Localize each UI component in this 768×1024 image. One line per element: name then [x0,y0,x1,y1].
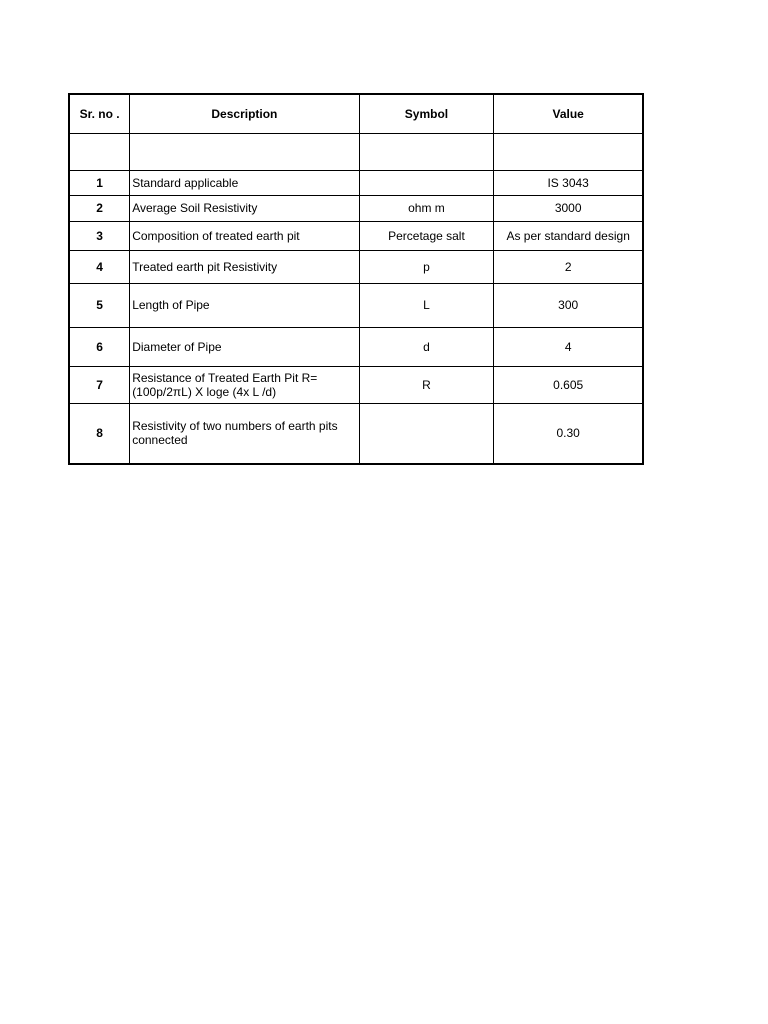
data-table [68,93,644,465]
empty-cell [69,133,130,170]
empty-cell [130,133,359,170]
row-description: Composition of treated earth pit [130,221,359,250]
row-symbol: R [359,366,494,403]
row-value: 3000 [494,195,643,221]
table-row [69,327,643,366]
row-value: IS 3043 [494,170,643,195]
row-sr: 3 [69,221,130,250]
row-description: Diameter of Pipe [130,327,359,366]
row-value: 2 [494,250,643,283]
row-symbol [359,170,494,195]
row-symbol: p [359,250,494,283]
row-value: 0.30 [494,403,643,464]
table-row [69,221,643,250]
row-description: Average Soil Resistivity [130,195,359,221]
table-row [69,195,643,221]
header-value: Value [494,94,643,133]
table-row [69,170,643,195]
table-row [69,250,643,283]
row-sr: 5 [69,283,130,327]
header-description: Description [130,94,359,133]
header-row [69,94,643,133]
row-description: Length of Pipe [130,283,359,327]
row-sr: 2 [69,195,130,221]
table-row [69,403,643,464]
row-symbol: d [359,327,494,366]
row-value: 4 [494,327,643,366]
row-symbol [359,403,494,464]
row-symbol: L [359,283,494,327]
empty-cell [494,133,643,170]
row-value: 300 [494,283,643,327]
row-sr: 6 [69,327,130,366]
row-description: Standard applicable [130,170,359,195]
row-value: 0.605 [494,366,643,403]
row-sr: 7 [69,366,130,403]
row-sr: 1 [69,170,130,195]
table-row [69,283,643,327]
row-sr: 8 [69,403,130,464]
empty-row [69,133,643,170]
row-symbol: Percetage salt [359,221,494,250]
header-sr: Sr. no . [69,94,130,133]
row-description: Resistance of Treated Earth Pit R= (100p/2πL) X loge (4x L /d) [130,366,359,403]
row-value: As per standard design [494,221,643,250]
table-row [69,366,643,403]
row-sr: 4 [69,250,130,283]
row-symbol: ohm m [359,195,494,221]
row-description: Resistivity of two numbers of earth pits connected [130,403,359,464]
row-description: Treated earth pit Resistivity [130,250,359,283]
empty-cell [359,133,494,170]
header-symbol: Symbol [359,94,494,133]
